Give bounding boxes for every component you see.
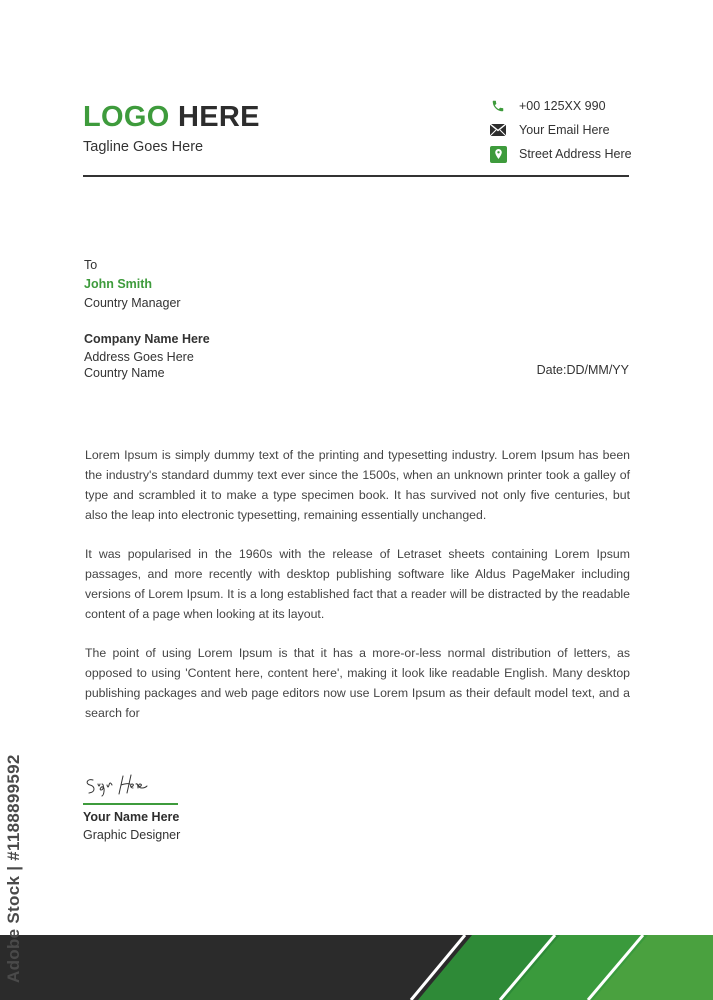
logo-part2: HERE xyxy=(177,101,260,133)
envelope-icon xyxy=(489,121,507,139)
contact-info xyxy=(489,94,632,166)
sender-title: Graphic Designer xyxy=(83,828,181,842)
to-label: To xyxy=(84,258,98,272)
stock-watermark: Adobe Stock | #1188899592 xyxy=(4,754,23,983)
company-address: Address Goes Here xyxy=(84,350,194,364)
tagline: Tagline Goes Here xyxy=(83,139,204,155)
body-paragraph: It was popularised in the 1960s with the release of Letraset sheets containing Lorem Ipsum passages, and more recently with desktop publishing software like Aldus PageMaker including versions of Lorem Ipsum. It is a long established fact that a reader will be distracted by the readable content of a page when looking at its layout. xyxy=(85,547,630,621)
logo xyxy=(83,100,260,134)
phone-icon xyxy=(489,97,507,115)
body-paragraph: The point of using Lorem Ipsum is that it has a more-or-less normal distribution of letters, as opposed to using 'Content here, content here', making it look like readable English. Many desktop publishing packages and web page editors now use Lorem Ipsum as their default model text, and a search for xyxy=(85,646,630,720)
sender-name: Your Name Here xyxy=(83,810,180,824)
address-text: Street Address Here xyxy=(519,147,632,161)
company-block xyxy=(84,331,210,381)
logo-part1: LOGO xyxy=(83,101,170,133)
footer-graphic xyxy=(0,935,713,1000)
contact-email xyxy=(489,118,632,142)
letter-body xyxy=(85,445,630,742)
letter-date: Date:DD/MM/YY xyxy=(536,363,629,377)
signature-line xyxy=(83,803,178,805)
recipient-title: Country Manager xyxy=(84,296,181,310)
contact-address xyxy=(489,142,632,166)
recipient-block xyxy=(84,256,181,313)
company-country: Country Name xyxy=(84,366,165,380)
location-pin-icon xyxy=(489,145,507,163)
company-name: Company Name Here xyxy=(84,332,210,346)
signature-script xyxy=(83,770,153,800)
header-divider xyxy=(83,175,629,177)
email-text: Your Email Here xyxy=(519,123,610,137)
phone-text: +00 125XX 990 xyxy=(519,99,606,113)
recipient-name: John Smith xyxy=(84,277,153,291)
contact-phone xyxy=(489,94,632,118)
body-paragraph: Lorem Ipsum is simply dummy text of the printing and typesetting industry. Lorem Ipsum has been the industry's standard dummy text ever since the 1500s, when an unknown printer took a galley of type and scrambled it to make a type specimen book. It has survived not only five centuries, but also the leap into electronic typesetting, remaining essentially unchanged. xyxy=(85,448,630,522)
